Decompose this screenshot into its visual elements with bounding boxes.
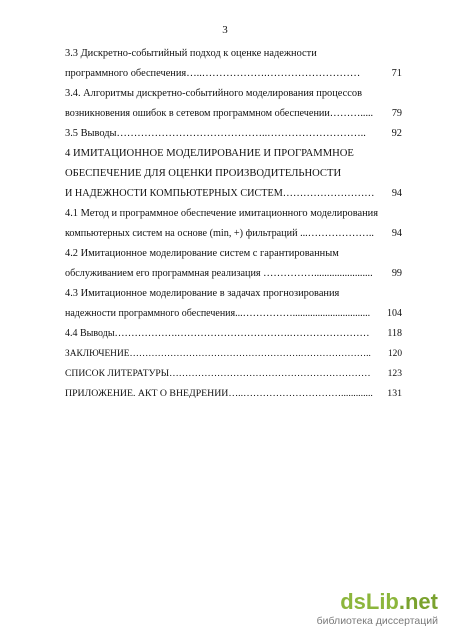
toc-line [65,324,400,344]
table-of-contents [65,44,400,404]
toc-line [65,284,400,304]
toc-page-number: 131 [387,388,402,399]
toc-page-number: 94 [391,188,402,199]
toc-entry-text: возникновения ошибок в сетевом программном обеспечении………..... [65,108,374,119]
toc-line [65,244,400,264]
logo-tld: .net [398,589,438,614]
toc-line [65,304,400,324]
toc-entry-text: СПИСОК ЛИТЕРАТУРЫ……………………………………………………… [65,368,371,379]
toc-line [65,184,400,204]
toc-entry-text: надежности программного обеспечения...……………............................... [65,308,371,319]
toc-entry-text: ПРИЛОЖЕНИЕ. АКТ О ВНЕДРЕНИИ…..…………………………............. [65,388,373,399]
toc-line [65,44,400,64]
page-number: 3 [222,24,228,36]
dslib-watermark[interactable] [288,591,438,629]
toc-entry-text: ЗАКЛЮЧЕНИЕ……………………………………………….………………….. [65,349,371,359]
toc-page-number: 94 [391,228,402,239]
toc-line [65,144,400,164]
toc-line [65,264,400,284]
toc-line [65,364,400,384]
toc-line [65,104,400,124]
toc-line [65,84,400,104]
toc-line [65,224,400,244]
toc-line [65,344,400,364]
toc-entry-text: 4 ИМИТАЦИОННОЕ МОДЕЛИРОВАНИЕ И ПРОГРАММНОЕ [65,148,354,159]
toc-page-number: 92 [391,128,402,139]
toc-line [65,164,400,184]
toc-entry-text: обслуживанием его программная реализация ……………....................... [65,268,373,279]
toc-entry-text: И НАДЕЖНОСТИ КОМПЬЮТЕРНЫХ СИСТЕМ……………………… [65,188,375,199]
toc-entry-text: 4.3 Имитационное моделирование в задачах прогнозирования [65,288,340,299]
toc-entry-text: ОБЕСПЕЧЕНИЕ ДЛЯ ОЦЕНКИ ПРОИЗВОДИТЕЛЬНОСТИ [65,168,342,179]
toc-entry-text: 3.5 Выводы……………………………………..……………………….. [65,128,366,139]
toc-line [65,384,400,404]
watermark-subtitle: библиотека диссертаций [316,615,438,627]
toc-line [65,124,400,144]
toc-entry-text: 4.1 Метод и программное обеспечение имитационного моделирования [65,208,379,219]
toc-page-number: 99 [391,268,402,279]
toc-page-number: 71 [391,68,402,79]
toc-entry-text: 3.4. Алгоритмы дискретно-событийного моделирования процессов [65,88,362,99]
toc-page-number: 79 [391,108,402,119]
dslib-logo [288,591,438,613]
toc-line [65,64,400,84]
toc-page-number: 104 [387,308,402,319]
toc-entry-text: 4.2 Имитационное моделирование систем с гарантированным [65,248,339,259]
logo-main: dsLib [340,589,399,614]
toc-page-number: 120 [387,349,402,359]
toc-entry-text: программного обеспечения…..……………….……………………… [65,68,361,79]
toc-page-number: 118 [387,328,402,339]
toc-entry-text: 3.3 Дискретно-событийный подход к оценке надежности [65,48,317,59]
toc-page-number: 123 [387,368,402,379]
toc-entry-text: 4.4 Выводы……………….…………………………….…………………… [65,328,370,339]
toc-entry-text: компьютерных систем на основе (min, +) фильтраций ...……………….. [65,228,374,239]
toc-line [65,204,400,224]
